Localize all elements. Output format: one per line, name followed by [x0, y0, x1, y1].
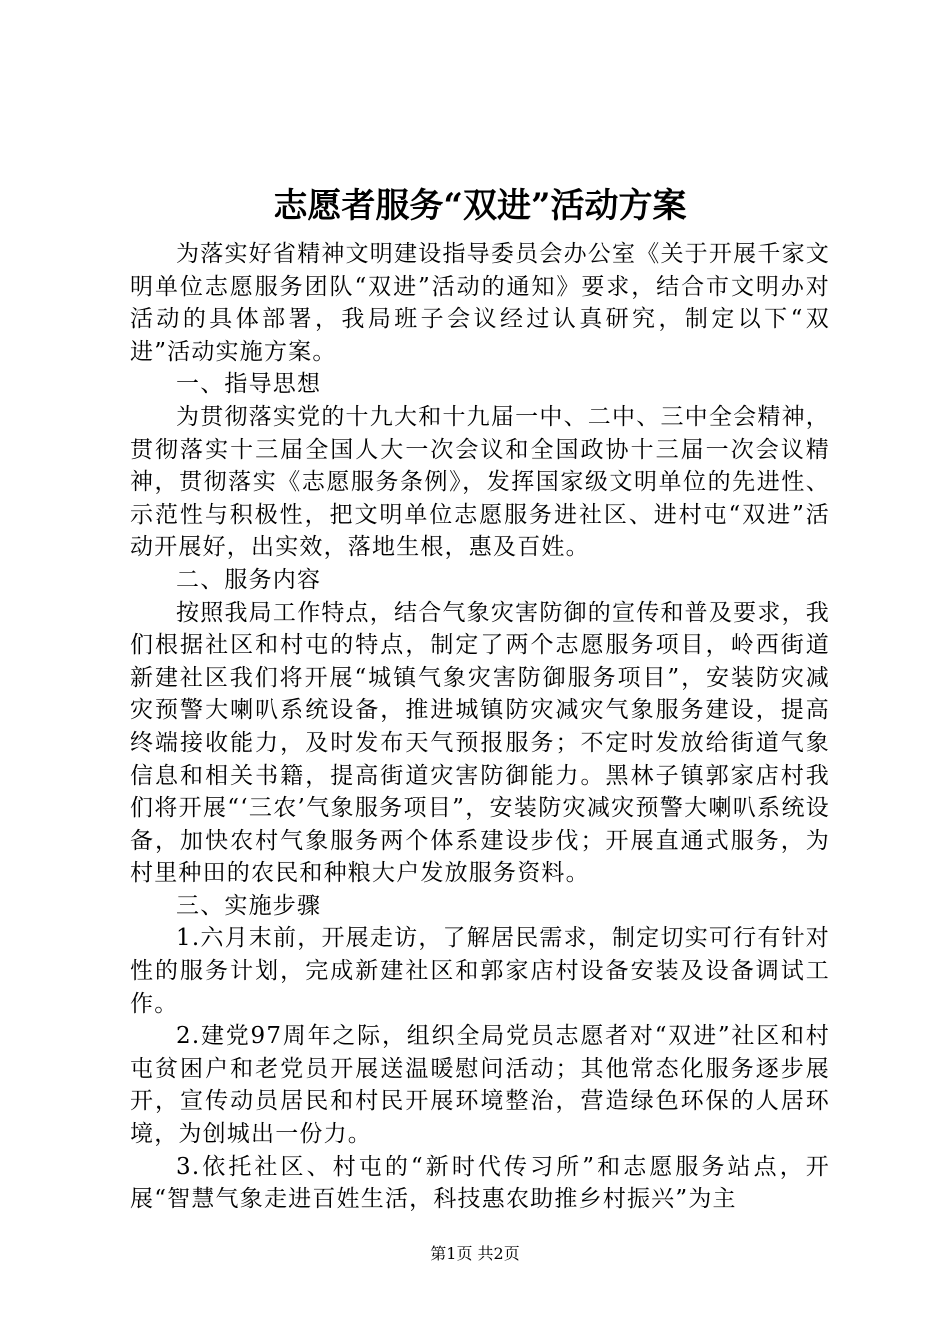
page-number-footer: 第1页 共2页: [430, 1244, 520, 1263]
section-heading-guiding-ideology: 一、指导思想: [176, 371, 322, 398]
service-content-paragraph: 按照我局工作特点，结合气象灾害防御的宣传和普及要求，我们根据社区和村屯的特点，制定了两个志愿服务项目，岭西街道新建社区我们将开展“城镇气象灾害防御服务项目”，安装防灾减灾预警大喇叭系统设备，推进城镇防灾减灾气象服务建设，提高终端接收能力，及时发布天气预报服务；不定时发放给街道气象信息和相关书籍，提高街道灾害防御能力。黑林子镇郭家店村我们将开展“‘三农’气象服务项目”，安装防灾减灾预警大喇叭系统设备，加快农村气象服务两个体系建设步伐；开展直通式服务，为村里种田的农民和种粮大户发放服务资料。: [130, 599, 830, 887]
section-heading-service-content: 二、服务内容: [176, 566, 322, 593]
guiding-ideology-paragraph: 为贯彻落实党的十九大和十九届一中、二中、三中全会精神，贯彻落实十三届全国人大一次会议和全国政协十三届一次会议精神，贯彻落实《志愿服务条例》，发挥国家级文明单位的先进性、示范性与积极性，把文明单位志愿服务进社区、进村屯“双进”活动开展好，出实效，落地生根，惠及百姓。: [130, 403, 830, 561]
step-2-paragraph: 2.建党97周年之际，组织全局党员志愿者对“双进”社区和村屯贫困户和老党员开展送温暖慰问活动；其他常态化服务逐步展开，宣传动员居民和村民开展环境整治，营造绿色环保的人居环境，为创城出一份力。: [130, 1023, 830, 1148]
document-page: [130, 180, 830, 1216]
intro-paragraph: 为落实好省精神文明建设指导委员会办公室《关于开展千家文明单位志愿服务团队“双进”活动的通知》要求，结合市文明办对活动的具体部署，我局班子会议经过认真研究，制定以下“双进”活动实施方案。: [130, 241, 830, 365]
step-3-paragraph: 3.依托社区、村屯的“新时代传习所”和志愿服务站点，开展“智慧气象走进百姓生活，科技惠农助推乡村振兴”为主: [130, 1153, 830, 1213]
step-1-paragraph: 1.六月末前，开展走访，了解居民需求，制定切实可行有针对性的服务计划，完成新建社区和郭家店村设备安装及设备调试工作。: [130, 925, 830, 1017]
section-heading-implementation-steps: 三、实施步骤: [176, 892, 322, 919]
document-title: 志愿者服务“双进”活动方案: [273, 186, 687, 226]
